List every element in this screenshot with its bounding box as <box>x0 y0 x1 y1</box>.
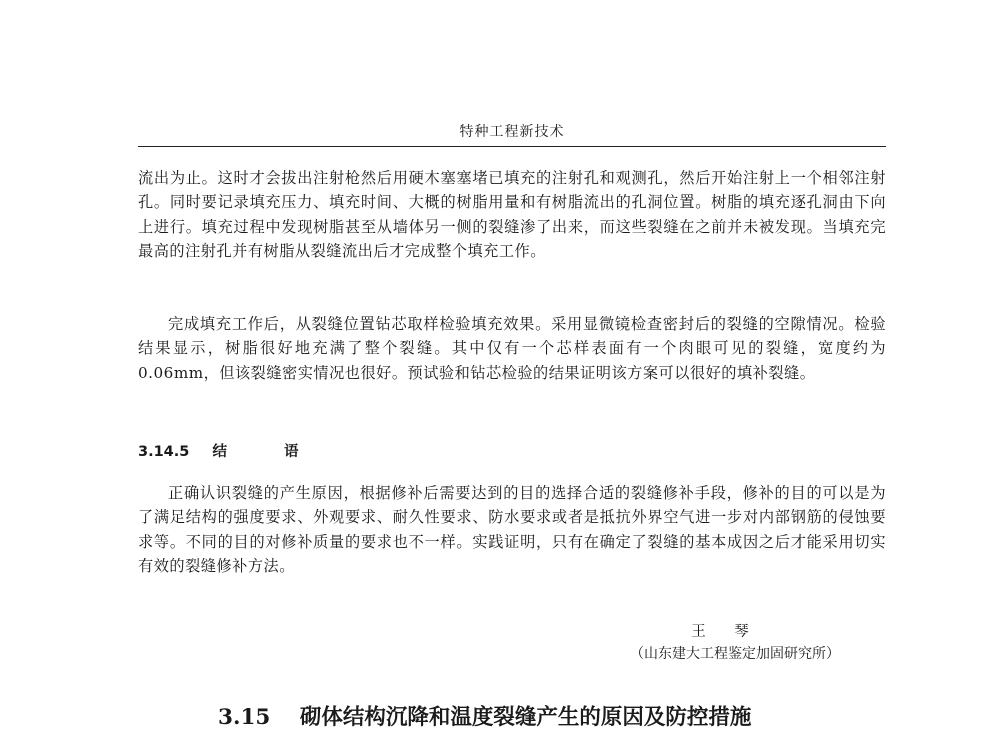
body-paragraph-2: 完成填充工作后，从裂缝位置钻芯取样检验填充效果。采用显微镜检查密封后的裂缝的空隙情况。检验结果显示，树脂很好地充满了整个裂缝。其中仅有一个芯样表面有一个肉眼可见的裂缝，宽度约为 0.06mm，但该裂缝密实情况也很好。预试验和钻芯检验的结果证明该方案可以很好的填补裂缝。 <box>138 315 886 382</box>
running-header: 特种工程新技术 <box>459 124 565 140</box>
body-paragraph-3: 正确认识裂缝的产生原因，根据修补后需要达到的目的选择合适的裂缝修补手段，修补的目的可以是为了满足结构的强度要求、外观要求、耐久性要求、防水要求或者是抵抗外界空气进一步对内部钢筋的侵蚀要求等。不同的目的对修补质量的要求也不一样。实践证明，只有在确定了裂缝的基本成因之后才能采用切实有效的裂缝修补方法。 <box>138 484 886 576</box>
header-rule <box>138 146 886 147</box>
author-affiliation: （山东建大工程鉴定加固研究所） <box>630 646 840 662</box>
author-name: 王 琴 <box>691 624 761 640</box>
subsection-heading <box>138 440 325 461</box>
subsection-number: 3.14.5 <box>138 444 190 460</box>
section-number: 3.15 <box>218 705 271 730</box>
subsection-title: 结 语 <box>212 444 325 460</box>
body-paragraph-1: 流出为止。这时才会拔出注射枪然后用硬木塞塞堵已填充的注射孔和观测孔，然后开始注射上一个相邻注射孔。同时要记录填充压力、填充时间、大概的树脂用量和有树脂流出的孔洞位置。树脂的填充逐孔洞由下向上进行。填充过程中发现树脂甚至从墙体另一侧的裂缝渗了出来，而这些裂缝在之前并未被发现。当填充完最高的注射孔并有树脂从裂缝流出后才完成整个填充工作。 <box>138 169 886 261</box>
section-title: 砌体结构沉降和温度裂缝产生的原因及防控措施 <box>299 705 752 730</box>
next-section-heading <box>218 700 751 731</box>
